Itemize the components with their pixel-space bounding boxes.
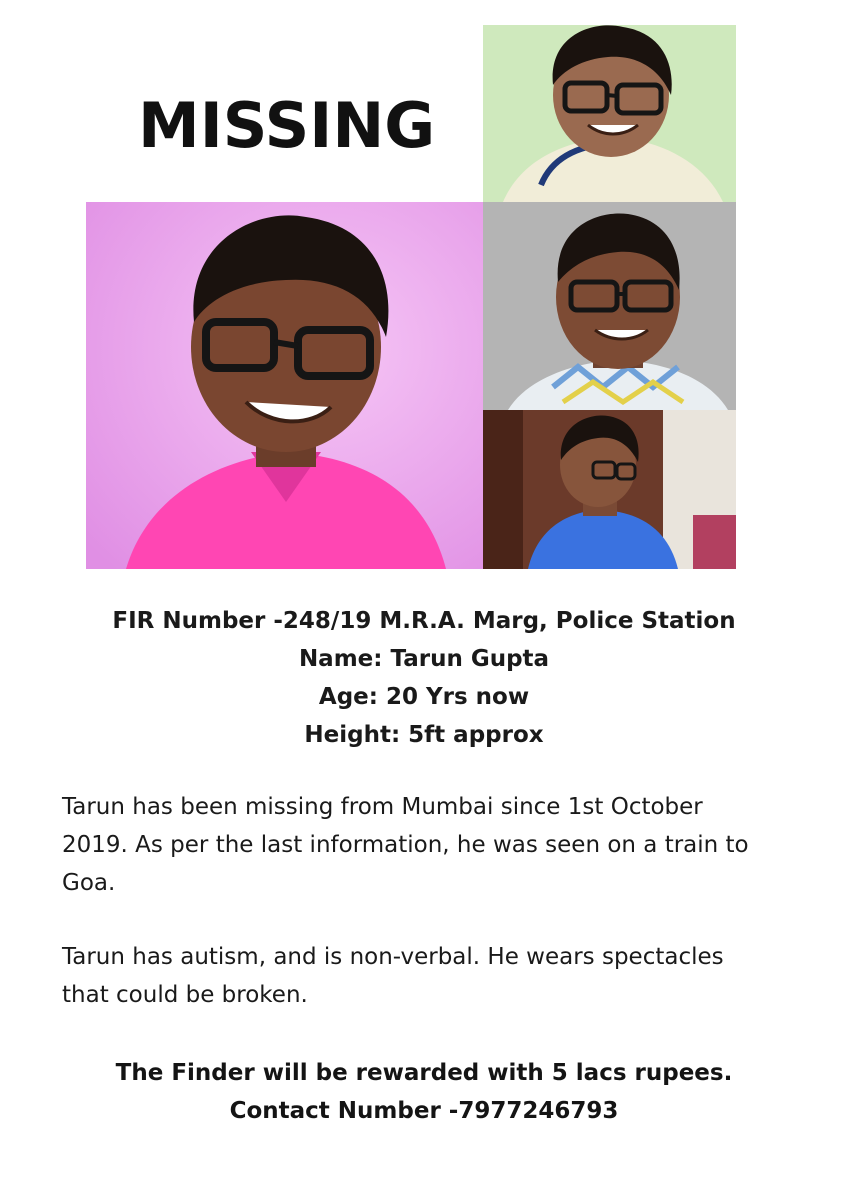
top-photo <box>483 25 736 202</box>
fir-number: FIR Number -248/19 M.R.A. Marg, Police Station <box>112 608 736 634</box>
contact-number: Contact Number -7977246793 <box>229 1098 619 1124</box>
case-details <box>40 602 808 754</box>
bottom-photo <box>483 410 736 569</box>
person-name: Name: Tarun Gupta <box>298 646 550 672</box>
reward-text: The Finder will be rewarded with 5 lacs rupees. <box>115 1060 733 1086</box>
poster-title: MISSING <box>138 89 436 162</box>
main-photo <box>86 202 484 569</box>
middle-photo <box>483 202 736 410</box>
person-height: Height: 5ft approx <box>304 722 544 748</box>
missing-description: Tarun has been missing from Mumbai since 1st October 2019. As per the last information, he was seen on a train to Goa. <box>62 794 749 896</box>
person-age: Age: 20 Yrs now <box>318 684 530 710</box>
condition-description: Tarun has autism, and is non-verbal. He wears spectacles that could be broken. <box>62 944 724 1008</box>
reward-section <box>30 1054 818 1130</box>
